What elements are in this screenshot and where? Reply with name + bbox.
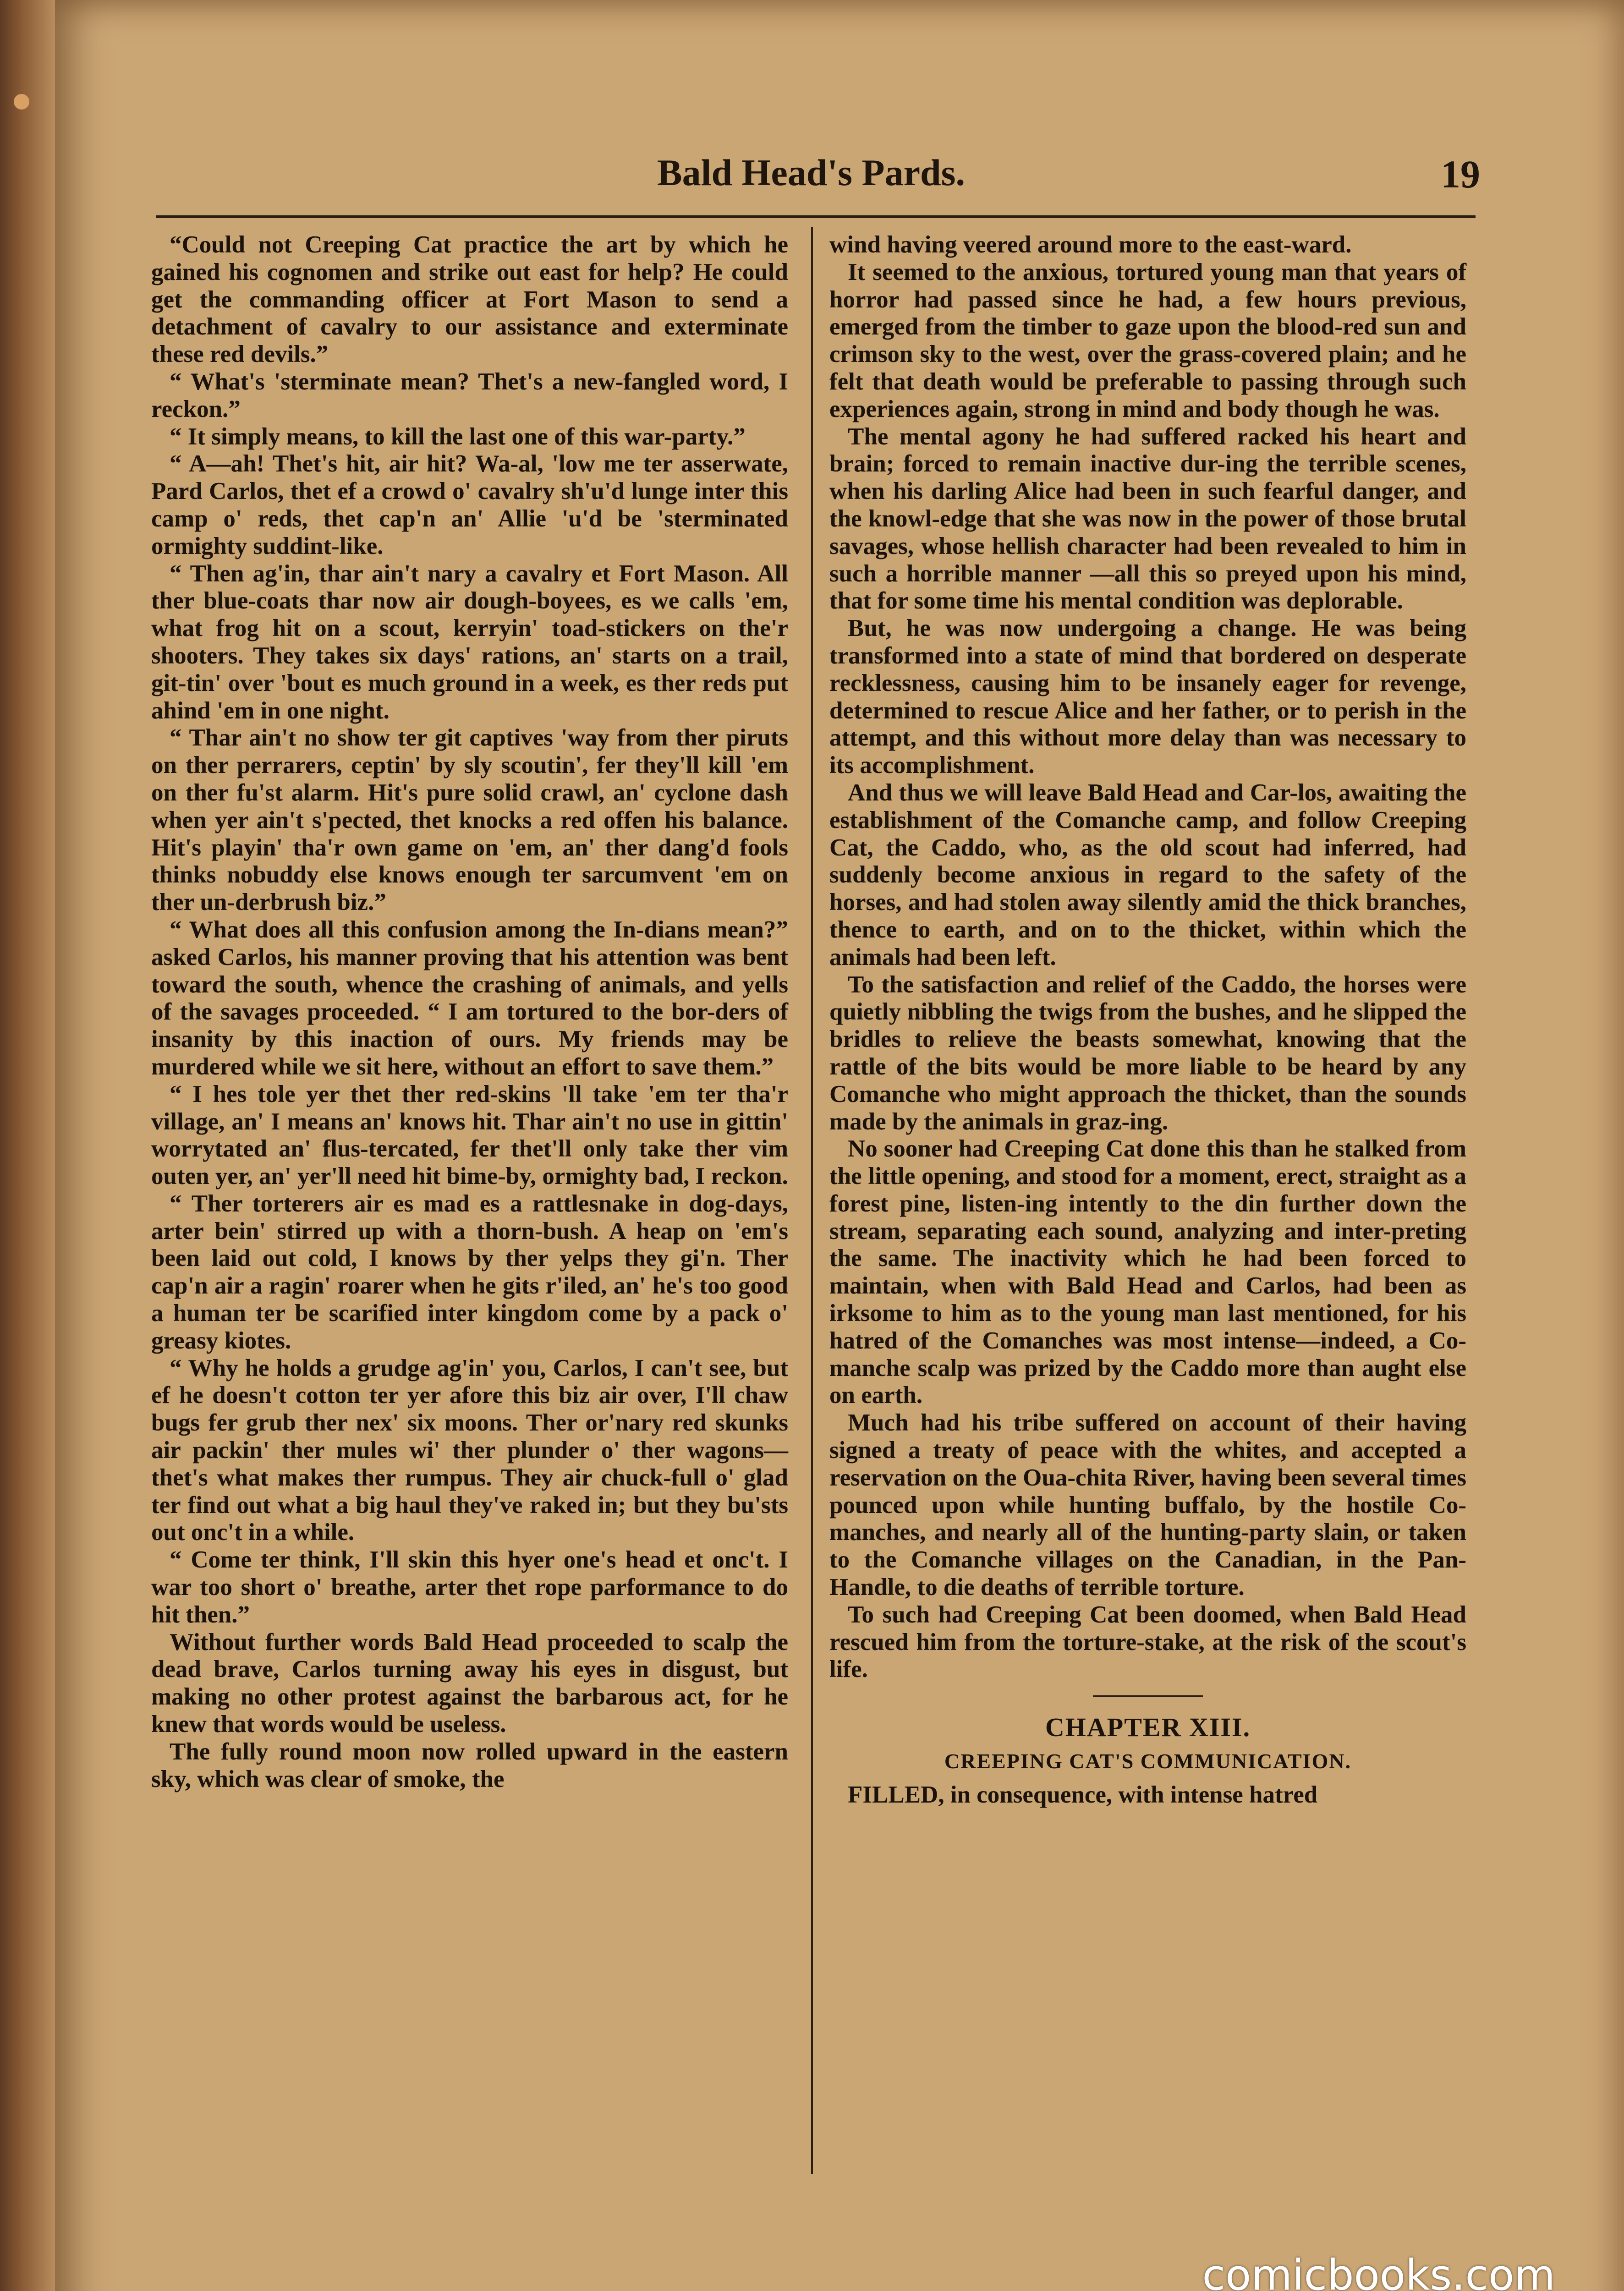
watermark: comicbooks.com <box>1202 2251 1555 2291</box>
right-column <box>829 231 1466 1809</box>
paragraph: Much had his tribe suffered on account of their having signed a treaty of peace with the whites, and accepted a reservation on the Oua-chita River, having been several times pounced upon while hunting buffalo, by the hostile Co-manches, and nearly all of the hunting-party slain, or taken to the Comanche villages on the Canadian, in the Pan-Handle, to die deaths of terrible torture. <box>829 1409 1466 1601</box>
paragraph: To the satisfaction and relief of the Caddo, the horses were quietly nibbling the twigs from the bushes, and he slipped the bridles to relieve the beasts somewhat, knowing that the rattle of the bits would be more liable to be heard by any Comanche who might approach the thicket, than the sounds made by the animals in graz-ing. <box>829 971 1466 1135</box>
paragraph: “ A—ah! Thet's hit, air hit? Wa-al, 'low me ter asserwate, Pard Carlos, thet ef a crowd o' cavalry sh'u'd lunge inter this camp o' reds, thet cap'n an' Allie 'u'd be 'sterminated ormighty suddint-like. <box>151 450 788 559</box>
paragraph: “ Come ter think, I'll skin this hyer one's head et onc't. I war too short o' breathe, arter thet rope parformance to do hit then.” <box>151 1546 788 1628</box>
column-divider <box>811 227 813 2174</box>
chapter-first-line: FILLED, in consequence, with intense hatred <box>848 1781 1318 1808</box>
chapter-subtitle: CREEPING CAT'S COMMUNICATION. <box>944 1749 1352 1773</box>
header-rule <box>156 215 1476 218</box>
binding-hole <box>14 94 29 110</box>
paragraph: “ Thar ain't no show ter git captives 'way from ther piruts on ther perrarers, ceptin' by sly scoutin', fer they'll kill 'em on ther fu'st alarm. Hit's pure solid crawl, an' cyclone dash when yer ain't s'pected, thet knocks a red offen his balance. Hit's playin' tha'r own game on 'em, an' ther dang'd fools thinks nobuddy else knows enough ter sarcumvent 'em on ther un-derbrush biz.” <box>151 724 788 916</box>
paragraph: “Could not Creeping Cat practice the art by which he gained his cognomen and strike out east for help? He could get the commanding officer at Fort Mason to send a detachment of cavalry to our assistance and exterminate these red devils.” <box>151 231 788 368</box>
book-gutter <box>0 0 55 2291</box>
paragraph: “ What does all this confusion among the In-dians mean?” asked Carlos, his manner proving that his attention was bent toward the south, whence the crashing of animals, and yells of the savages proceeded. “ I am tortured to the bor-ders of insanity by this inaction of ours. My friends may be murdered while we sit here, without an effort to save them.” <box>151 916 788 1080</box>
paragraph: The fully round moon now rolled upward in the eastern sky, which was clear of smoke, the <box>151 1738 788 1792</box>
chapter-rule <box>1093 1695 1203 1697</box>
paragraph: The mental agony he had suffered racked his heart and brain; forced to remain inactive dur-ing the terrible scenes, when his darling Alice had been in such fearful danger, and the knowl-edge that she was now in the power of those brutal savages, whose hellish character had been revealed to him in such a horrible manner —all this so preyed upon his mind, that for some time his mental condition was deplorable. <box>829 423 1466 614</box>
paragraph: No sooner had Creeping Cat done this than he stalked from the little opening, and stood for a moment, erect, straight as a forest pine, listen-ing intently to the din further down the stream, separating each sound, analyzing and inter-preting the same. The inactivity which he had been forced to maintain, when with Bald Head and Carlos, had been as irksome to him as to the young man last mentioned, for his hatred of the Comanches was most intense—indeed, a Co-manche scalp was prized by the Caddo more than aught else on earth. <box>829 1135 1466 1409</box>
paragraph: Without further words Bald Head proceeded to scalp the dead brave, Carlos turning away his eyes in disgust, but making no other protest against the barbarous act, for he knew that words would be useless. <box>151 1628 788 1738</box>
page-number: 19 <box>1441 152 1480 196</box>
paragraph: “ Why he holds a grudge ag'in' you, Carlos, I can't see, but ef he doesn't cotton ter yer afore this biz air over, I'll chaw bugs fer grub ther nex' six moons. Ther or'nary red skunks air packin' ther mules wi' ther plunder o' ther wagons—thet's what makes ther rumpus. They air chuck-full o' glad ter find out what a big haul they've raked in; but they bu'sts out onc't in a while. <box>151 1354 788 1546</box>
paragraph: “ What's 'sterminate mean? Thet's a new-fangled word, I reckon.” <box>151 368 788 422</box>
paragraph: “ Ther torterers air es mad es a rattlesnake in dog-days, arter bein' stirred up with a thorn-bush. A heap on 'em's been laid out cold, I knows by ther yelps they gi'n. Ther cap'n air a ragin' roarer when he gits r'iled, an' he's too good a human ter be scarified inter kingdom come by a pack o' greasy kiotes. <box>151 1190 788 1354</box>
paragraph: It seemed to the anxious, tortured young man that years of horror had passed since he had, a few hours previous, emerged from the timber to gaze upon the blood-red sun and crimson sky to the west, over the grass-covered plain; and he felt that death would be preferable to passing through such experiences again, strong in mind and body though he was. <box>829 258 1466 422</box>
paragraph: wind having veered around more to the east-ward. <box>829 231 1352 258</box>
paragraph: “ It simply means, to kill the last one of this war-party.” <box>170 423 746 450</box>
right-paragraphs <box>829 231 1466 1683</box>
paragraph: And thus we will leave Bald Head and Car-los, awaiting the establishment of the Comanche camp, and follow Creeping Cat, the Caddo, who, as the old scout had inferred, had suddenly become anxious in regard to the safety of the horses, and had stolen away silently amid the thick branches, thence to earth, and on to the thicket, within which the animals had been left. <box>829 779 1466 970</box>
running-title: Bald Head's Pards. <box>657 152 966 193</box>
chapter-title: CHAPTER XIII. <box>1045 1712 1251 1743</box>
left-column <box>151 231 788 1793</box>
paragraph: “ I hes tole yer thet ther red-skins 'll take 'em ter tha'r village, an' I means an' knows hit. Thar ain't no use in gittin' worrytated an' flus-tercated, fer thet'll only take ther vim outen yer, an' yer'll need hit bime-by, ormighty bad, I reckon. <box>151 1080 788 1190</box>
running-header <box>147 151 1480 202</box>
paragraph: To such had Creeping Cat been doomed, when Bald Head rescued him from the torture-stake, at the risk of the scout's life. <box>829 1601 1466 1683</box>
paragraph: “ Then ag'in, thar ain't nary a cavalry et Fort Mason. All ther blue-coats thar now air dough-boyees, es we calls 'em, what frog hit on a scout, kerryin' toad-stickers on the'r shooters. They takes six days' rations, an' starts on a trail, git-tin' over 'bout es much ground in a week, es ther reds put ahind 'em in one night. <box>151 560 788 724</box>
paragraph: But, he was now undergoing a change. He was being transformed into a state of mind that bordered on desperate recklessness, causing him to be insanely eager for revenge, determined to rescue Alice and her father, or to perish in the attempt, and this without more delay than was necessary to its accomplishment. <box>829 615 1466 779</box>
